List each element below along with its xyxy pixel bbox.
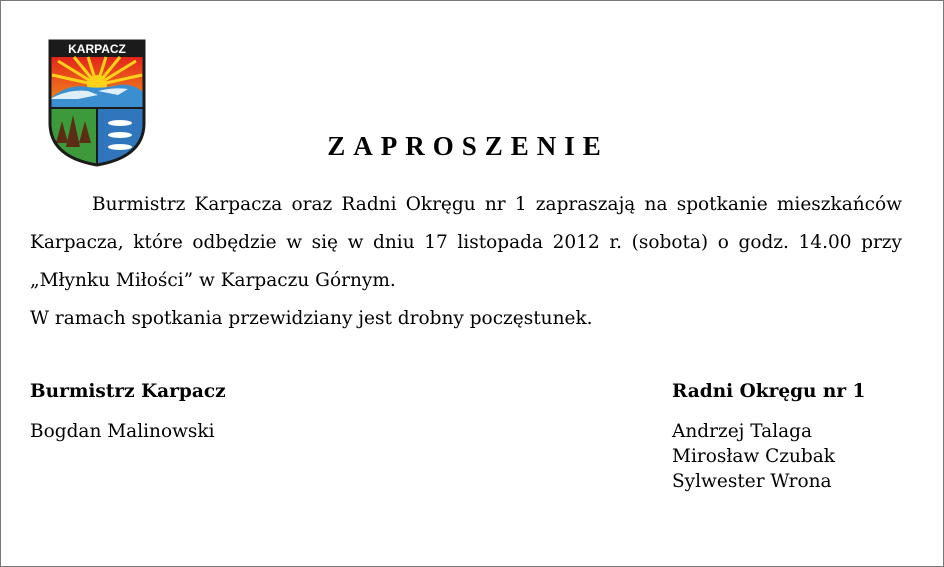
signature-block-mayor [30,379,226,444]
signatory-name: Bogdan Malinowski [30,421,215,442]
refreshments-note: W ramach spotkania przewidziany jest drobny poczęstunek. [30,308,593,329]
invitation-paragraph: Burmistrz Karpacza oraz Radni Okręgu nr 1 zapraszają na spotkanie mieszkańców Karpacza, które odbędzie w się w dniu 17 listopada 2012 r. (sobota) o godz. 14.00 przy „Młynku Miłości” w Karpaczu Górnym. [30,194,902,291]
invitation-body [30,186,902,338]
signature-heading: Radni Okręgu nr 1 [672,381,866,402]
signatory-name: Andrzej Talaga [672,421,813,442]
signature-block-councillors [672,379,865,494]
signatory-name: Mirosław Czubak [672,446,835,467]
signatory-name: Sylwester Wrona [672,471,832,492]
signature-heading: Burmistrz Karpacz [30,381,226,402]
page-title: ZAPROSZENIE [327,131,609,161]
crest-name-text: KARPACZ [68,42,126,56]
